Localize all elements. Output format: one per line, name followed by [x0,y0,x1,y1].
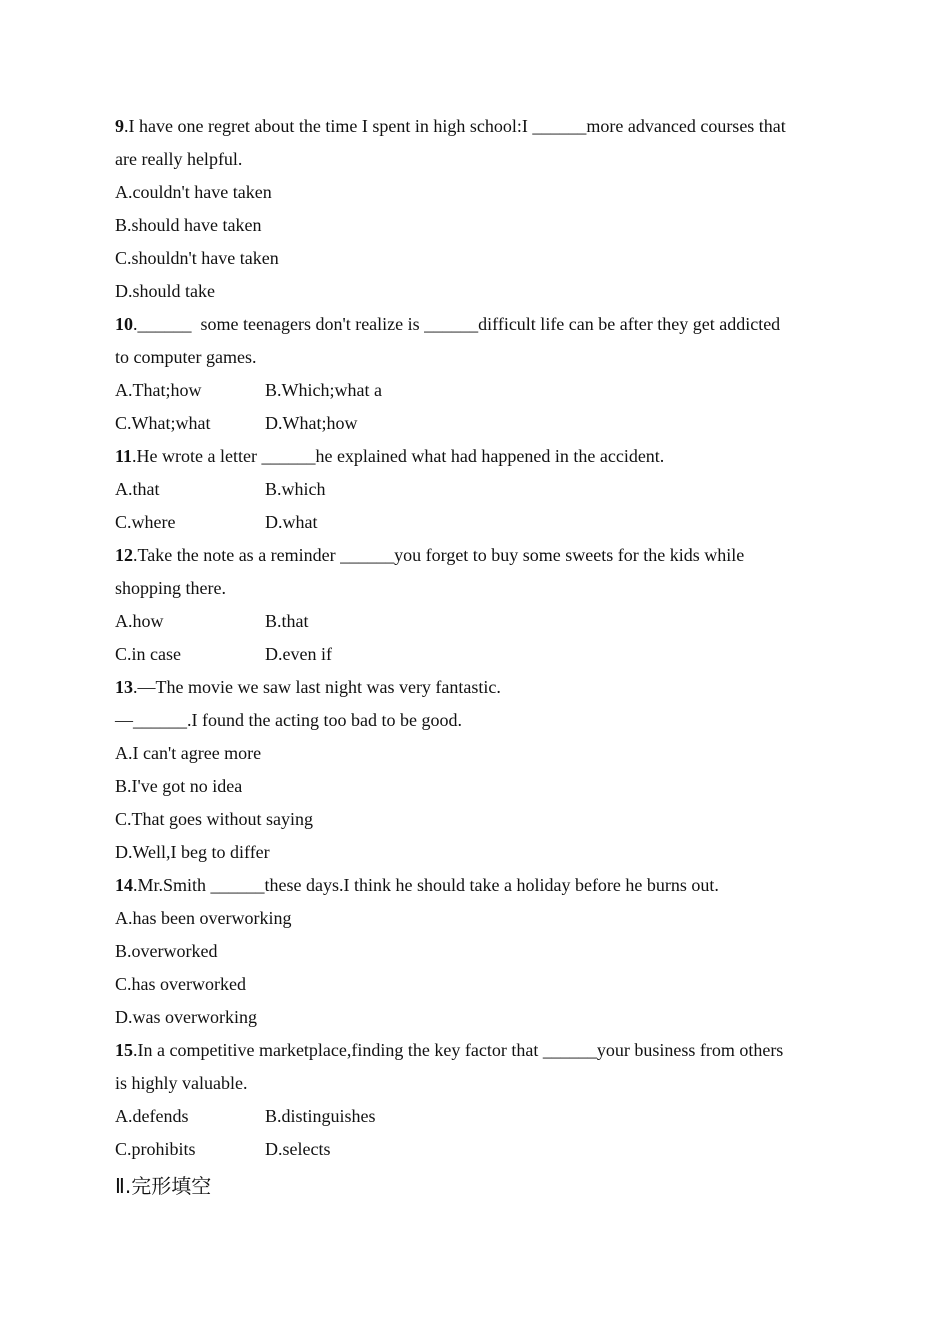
question-stem-continued: is highly valuable. [115,1073,248,1093]
question-11 [115,440,835,539]
option-d: D.what [265,512,318,532]
option-b: B.that [265,611,309,631]
option-c: C.shouldn't have taken [115,248,279,268]
question-number: 11 [115,446,133,466]
option-c: C.That goes without saying [115,809,313,829]
option-c: C.What;what [115,413,211,433]
option-b: B.distinguishes [265,1106,376,1126]
question-stem-continued: —______.I found the acting too bad to be good. [115,710,462,730]
question-stem: 13.—The movie we saw last night was very fantastic. [115,677,501,697]
option-a: A.that [115,479,160,499]
question-stem-continued: shopping there. [115,578,226,598]
document-page [115,110,835,1203]
options-row [115,1133,835,1166]
options-row [115,407,835,440]
option-d: D.was overworking [115,1007,257,1027]
options-row [115,605,835,638]
question-13 [115,671,835,869]
options-row [115,473,835,506]
option-a: A.couldn't have taken [115,182,272,202]
options-row [115,638,835,671]
option-a: A.how [115,611,164,631]
question-stem: 10.______ some teenagers don't realize is ______difficult life can be after they get addicted [115,314,781,334]
question-number: 15 [115,1040,133,1060]
option-b: B.I've got no idea [115,776,243,796]
question-stem: 12.Take the note as a reminder ______you forget to buy some sweets for the kids while [115,545,745,565]
option-d: D.should take [115,281,215,301]
option-d: D.What;how [265,413,358,433]
question-stem: 11.He wrote a letter ______he explained what had happened in the accident. [115,446,665,466]
options-row [115,506,835,539]
option-b: B.Which;what a [265,380,382,400]
question-stem: 9.I have one regret about the time I spent in high school:I ______more advanced courses that [115,116,786,136]
options-row [115,374,835,407]
section-heading: Ⅱ.完形填空 [115,1174,212,1198]
question-number: 10 [115,314,133,334]
option-c: C.in case [115,644,181,664]
question-15 [115,1034,835,1166]
question-stem: 14.Mr.Smith ______these days.I think he should take a holiday before he burns out. [115,875,719,895]
question-9 [115,110,835,308]
question-stem-continued: to computer games. [115,347,257,367]
option-d: D.Well,I beg to differ [115,842,270,862]
question-10 [115,308,835,440]
question-number: 9 [115,116,124,136]
question-number: 12 [115,545,133,565]
option-b: B.should have taken [115,215,262,235]
option-b: B.which [265,479,326,499]
question-number: 13 [115,677,133,697]
option-a: A.defends [115,1106,189,1126]
option-a: A.I can't agree more [115,743,262,763]
option-b: B.overworked [115,941,218,961]
question-12 [115,539,835,671]
question-number: 14 [115,875,133,895]
option-c: C.where [115,512,176,532]
question-stem: 15.In a competitive marketplace,finding the key factor that ______your business from others [115,1040,784,1060]
options-row [115,1100,835,1133]
option-d: D.even if [265,644,332,664]
option-a: A.has been overworking [115,908,292,928]
question-stem-continued: are really helpful. [115,149,243,169]
option-c: C.has overworked [115,974,246,994]
option-d: D.selects [265,1139,331,1159]
option-c: C.prohibits [115,1139,196,1159]
option-a: A.That;how [115,380,202,400]
question-14 [115,869,835,1034]
